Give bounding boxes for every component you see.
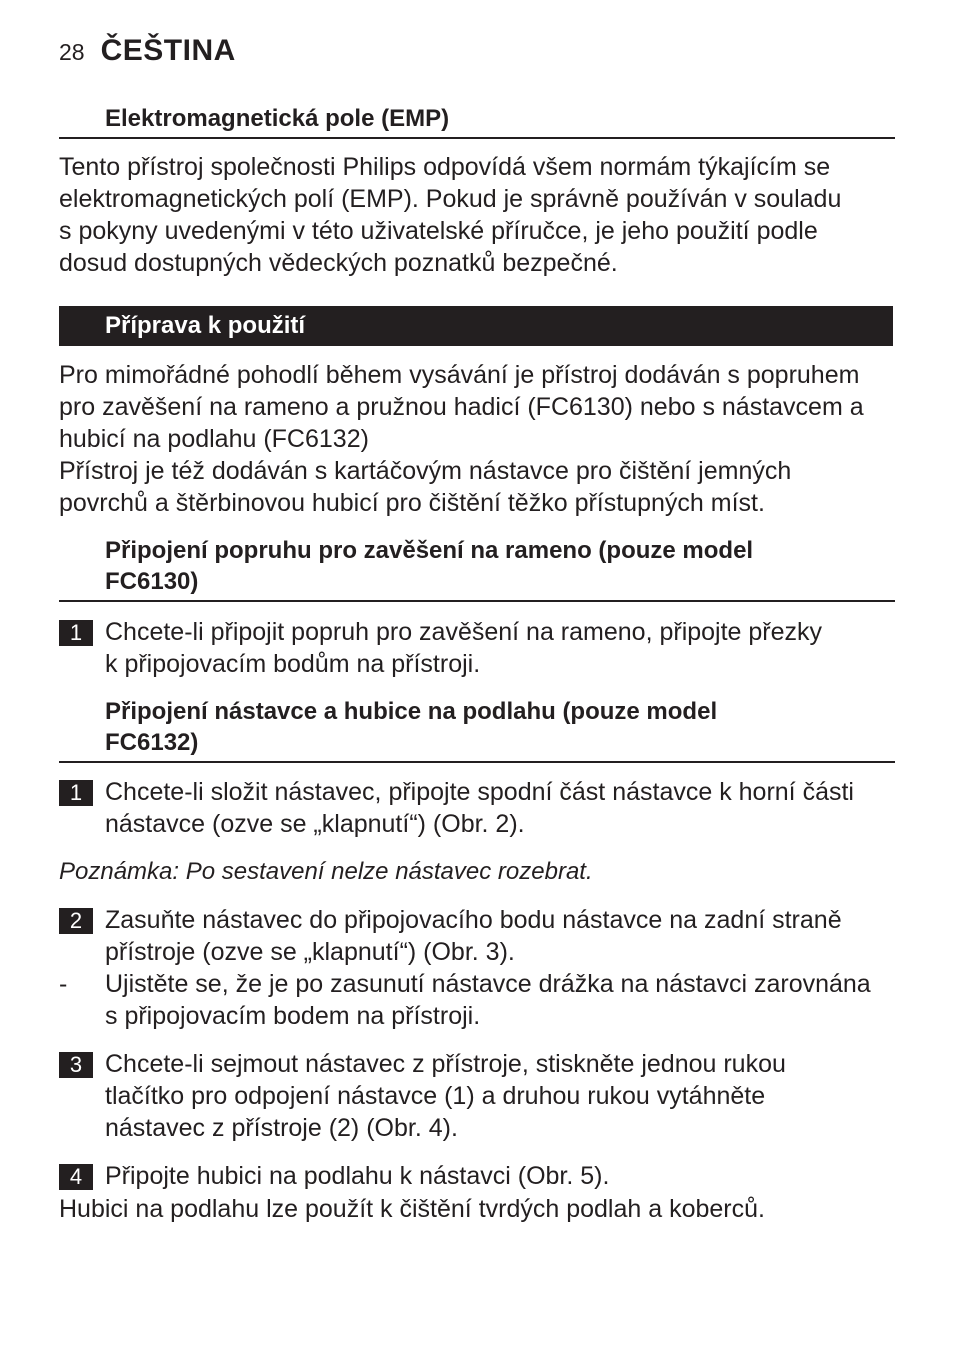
tube-step-4	[59, 1160, 899, 1192]
strap-heading	[59, 535, 895, 602]
step-number: 4	[59, 1164, 93, 1190]
step-line: Chcete-li sejmout nástavec z přístroje, stiskněte jednou rukou	[105, 1050, 786, 1078]
preparation-line: pro zavěšení na rameno a pružnou hadicí (FC6130) nebo s nástavcem a	[59, 393, 864, 421]
note: Poznámka: Po sestavení nelze nástavec rozebrat.	[59, 858, 593, 885]
preparation-heading	[59, 306, 893, 346]
preparation-line: Pro mimořádné pohodlí během vysávání je přístroj dodáván s popruhem	[59, 361, 860, 389]
preparation-paragraph	[59, 359, 899, 519]
emp-heading-text: Elektromagnetická pole (EMP)	[105, 105, 450, 132]
page-header	[59, 34, 236, 68]
tube-step-2	[59, 904, 899, 968]
step-line: Zasuňte nástavec do připojovacího bodu nástavce na zadní straně	[105, 906, 842, 934]
tube-step-3	[59, 1048, 899, 1144]
preparation-line: povrchů a štěrbinovou hubicí pro čištění těžko přístupných míst.	[59, 489, 765, 517]
emp-line: dosud dostupných vědeckých poznatků bezpečné.	[59, 249, 618, 277]
preparation-line: hubicí na podlahu (FC6132)	[59, 425, 369, 453]
step-line: tlačítko pro odpojení nástavce (1) a druhou rukou vytáhněte	[105, 1082, 766, 1110]
step-line: nástavce (ozve se „klapnutí“) (Obr. 2).	[105, 810, 525, 838]
strap-heading-line: Připojení popruhu pro zavěšení na rameno (pouze model	[105, 537, 754, 564]
step-line: Připojte hubici na podlahu k nástavci (Obr. 5).	[105, 1162, 610, 1190]
emp-heading	[59, 103, 895, 139]
tube-step-1	[59, 776, 899, 840]
step-line: Chcete-li připojit popruh pro zavěšení na rameno, připojte přezky	[105, 618, 823, 646]
step-line: přístroje (ozve se „klapnutí“) (Obr. 3).	[105, 938, 515, 966]
tube-heading-line: FC6132)	[105, 729, 199, 756]
bullet-line: s připojovacím bodem na přístroji.	[105, 1002, 481, 1030]
bullet-dash: -	[59, 970, 68, 998]
emp-line: elektromagnetických polí (EMP). Pokud je správně používán v souladu	[59, 185, 842, 213]
preparation-line: Přístroj je též dodáván s kartáčovým nástavce pro čištění jemných	[59, 457, 792, 485]
page-number: 28	[59, 39, 85, 65]
emp-line: s pokyny uvedenými v této uživatelské příručce, je jeho použití podle	[59, 217, 818, 245]
tube-bullet	[59, 968, 899, 1032]
step-line: nástavec z přístroje (2) (Obr. 4).	[105, 1114, 458, 1142]
step-number: 3	[59, 1052, 93, 1078]
tube-heading-line: Připojení nástavce a hubice na podlahu (pouze model	[105, 698, 718, 725]
bullet-line: Ujistěte se, že je po zasunutí nástavce drážka na nástavci zarovnána	[105, 970, 871, 998]
tube-heading	[59, 696, 895, 763]
step-number: 1	[59, 780, 93, 806]
language-title: ČEŠTINA	[100, 34, 236, 67]
emp-line: Tento přístroj společnosti Philips odpovídá všem normám týkajícím se	[59, 153, 831, 181]
step-line: k připojovacím bodům na přístroji.	[105, 650, 481, 678]
step-number: 2	[59, 908, 93, 934]
step-number: 1	[59, 620, 93, 646]
preparation-heading-text: Příprava k použití	[105, 312, 306, 339]
strap-step-1	[59, 616, 899, 680]
strap-heading-line: FC6130)	[105, 568, 199, 595]
emp-paragraph	[59, 151, 899, 279]
step-line: Chcete-li složit nástavec, připojte spodní část nástavce k horní části	[105, 778, 854, 806]
closing-line: Hubici na podlahu lze použít k čištění tvrdých podlah a koberců.	[59, 1195, 765, 1223]
closing-paragraph	[59, 1193, 899, 1225]
